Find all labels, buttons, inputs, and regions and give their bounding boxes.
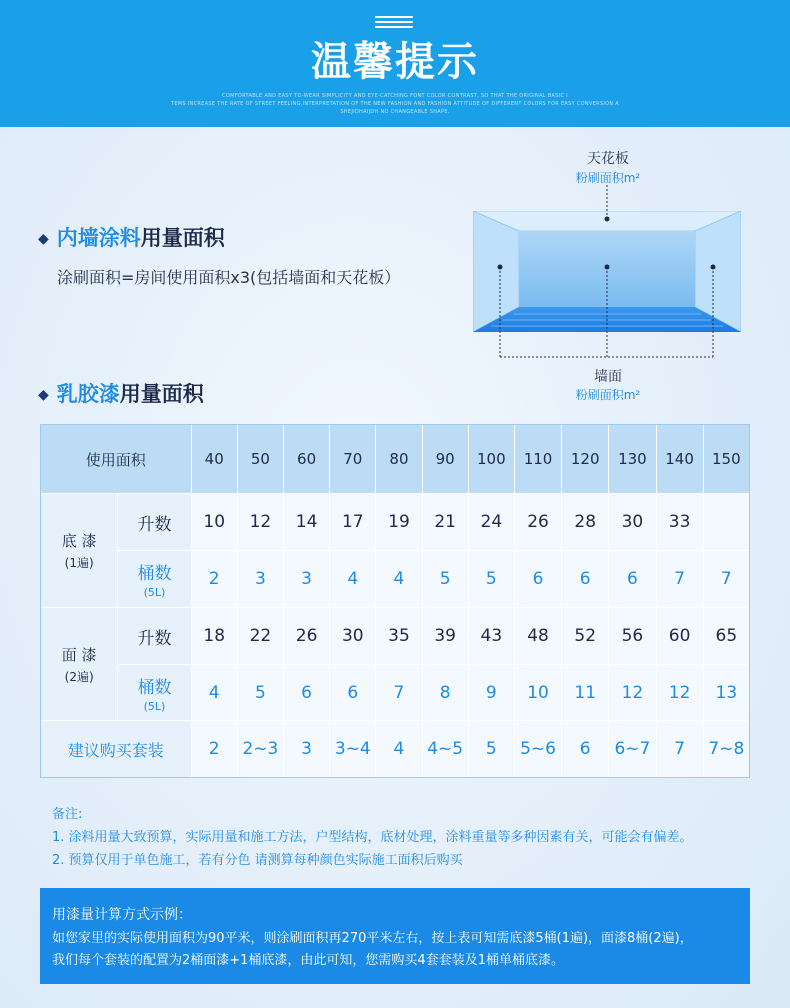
section-title-interior-paint (38, 222, 225, 252)
notes-title: 备注: (52, 807, 83, 822)
ceiling-label: 天花板 (587, 151, 629, 167)
table-cell: 2 (191, 551, 237, 608)
topcoat-name: 面 漆 (61, 645, 97, 664)
area-cell: 120 (562, 425, 609, 494)
subtitle-line: COMFORTABLE AND EASY TO-WEAR SIMPLICITY AND EYE-CATCHING FONT COLOR CONTRAST, SO THAT THE ORIGINAL BASIC I (222, 93, 568, 99)
table-cell: 6 (284, 665, 330, 721)
section-title-rest: 用量面积 (140, 226, 225, 250)
table-cell: 39 (422, 608, 468, 665)
table-cell: 30 (609, 494, 656, 551)
buckets-unit: (5L) (143, 699, 166, 713)
table-cell: 33 (656, 494, 703, 551)
header-banner (0, 0, 790, 127)
header-subtitle (140, 92, 650, 116)
table-cell: 5 (468, 721, 514, 778)
calculation-example-box (40, 888, 750, 984)
table-cell: 24 (468, 494, 514, 551)
table-cell: 26 (514, 494, 561, 551)
table-cell: 6 (609, 551, 656, 608)
example-line: 如您家里的实际使用面积为90平米，则涂刷面积再270平米左右，按上表可知需底漆5桶(1遍)，面漆8桶(2遍)， (52, 931, 693, 946)
buckets-label-cell (118, 665, 191, 721)
page-title: 温馨提示 (311, 39, 479, 85)
table-cell: 10 (514, 665, 561, 721)
table-cell: 9 (468, 665, 514, 721)
table-cell: 7 (376, 665, 422, 721)
area-cell: 60 (284, 425, 330, 494)
subtitle-line: SHEJIDHAIJDH NO CHANGEABLE SHAPE. (340, 109, 450, 115)
table-cell: 10 (191, 494, 237, 551)
table-cell: 22 (237, 608, 283, 665)
topcoat-passes: (2遍) (64, 669, 94, 684)
table-cell: 60 (656, 608, 703, 665)
table-cell: 3 (237, 551, 283, 608)
buckets-unit: (5L) (143, 586, 166, 599)
area-cell: 140 (656, 425, 703, 494)
area-cell: 150 (703, 425, 749, 494)
table-cell: 26 (284, 608, 330, 665)
table-cell: 5~6 (514, 721, 561, 778)
table-cell: 7~8 (703, 721, 749, 778)
table-row-topcoat-buckets (41, 665, 750, 721)
liters-label: 升数 (118, 494, 191, 551)
area-cell: 50 (237, 425, 283, 494)
table-cell: 7 (656, 551, 703, 608)
primer-passes: (1遍) (64, 556, 94, 570)
table-cell: 12 (237, 494, 283, 551)
section-title-rest: 用量面积 (119, 382, 204, 406)
table-header-row (41, 425, 750, 494)
table-cell: 21 (422, 494, 468, 551)
diamond-icon: ◆ (38, 387, 49, 403)
area-cell: 130 (609, 425, 656, 494)
note-item: 1. 涂料用量大致预算，实际用量和施工方法，户型结构，底材处理，涂料重量等多种因素有关，可能会有偏差。 (52, 830, 693, 845)
table-cell: 14 (284, 494, 330, 551)
table-cell: 6~7 (609, 721, 656, 778)
diamond-icon: ◆ (38, 231, 49, 247)
table-row-primer-liters (41, 494, 750, 551)
table-cell: 11 (562, 665, 609, 721)
subtitle-line: TEMS INCREASE THE RATE OF STREET FEELING,INTERPRETATION OF THE NEW FASHION AND FASHION ATTITUDE OF DIFFERENT COLORS FOR EASY CONVERSION A (170, 101, 620, 107)
table-cell: 12 (656, 665, 703, 721)
table-cell: 13 (703, 665, 749, 721)
table-cell: 7 (656, 721, 703, 778)
table-cell: 5 (237, 665, 283, 721)
buckets-label-cell (118, 551, 191, 608)
table-cell: 6 (562, 721, 609, 778)
buckets-label: 桶数 (137, 564, 172, 584)
suggest-label: 建议购买套装 (41, 721, 192, 778)
table-cell: 4 (330, 551, 376, 608)
table-cell: 17 (330, 494, 376, 551)
table-cell: 3 (284, 721, 330, 778)
table-cell: 4 (376, 551, 422, 608)
table-cell: 52 (562, 608, 609, 665)
example-line: 我们每个套装的配置为2桶面漆+1桶底漆，由此可知，您需购买4套套装及1桶单桶底漆。 (52, 953, 564, 968)
menu-lines-icon (375, 16, 413, 31)
table-cell: 4 (191, 665, 237, 721)
area-cell: 110 (514, 425, 561, 494)
table-row-suggest (41, 721, 750, 778)
area-cell: 90 (422, 425, 468, 494)
table-cell: 3~4 (330, 721, 376, 778)
table-cell: 3 (284, 551, 330, 608)
buckets-label: 桶数 (137, 677, 172, 698)
wall-label: 墙面 (594, 369, 622, 385)
table-cell: 65 (703, 608, 749, 665)
table-cell: 5 (422, 551, 468, 608)
table-cell: 35 (376, 608, 422, 665)
area-formula: 涂刷面积=房间使用面积x3(包括墙面和天花板） (57, 268, 401, 287)
area-cell: 100 (468, 425, 514, 494)
table-cell: 6 (562, 551, 609, 608)
table-cell: 12 (609, 665, 656, 721)
table-cell: 30 (330, 608, 376, 665)
primer-name: 底 漆 (61, 532, 97, 550)
section-title-highlight: 内墙涂料 (56, 226, 141, 250)
table-cell: 18 (191, 608, 237, 665)
table-cell: 4~5 (422, 721, 468, 778)
table-cell: 2~3 (237, 721, 283, 778)
table-cell: 48 (514, 608, 561, 665)
table-cell: 56 (609, 608, 656, 665)
topcoat-label-cell (41, 608, 118, 721)
liters-label: 升数 (118, 608, 191, 665)
area-cell: 40 (191, 425, 237, 494)
table-cell: 7 (703, 551, 749, 608)
table-cell: 28 (562, 494, 609, 551)
section-title-highlight: 乳胶漆 (56, 382, 120, 406)
paint-usage-table (40, 424, 750, 778)
table-row-topcoat-liters (41, 608, 750, 665)
wall-area-label: 粉刷面积m² (575, 388, 641, 402)
example-title: 用漆量计算方式示例： (52, 907, 192, 923)
note-item: 2. 预算仅用于单色施工，若有分色 请测算每种颜色实际施工面积后购买 (52, 853, 463, 868)
table-cell: 6 (514, 551, 561, 608)
table-cell: 4 (376, 721, 422, 778)
header-area-label: 使用面积 (41, 425, 192, 494)
area-cell: 70 (330, 425, 376, 494)
primer-label-cell (41, 494, 118, 608)
table-cell: 8 (422, 665, 468, 721)
table-cell: 5 (468, 551, 514, 608)
table-cell: 6 (330, 665, 376, 721)
table-row-primer-buckets (41, 551, 750, 608)
notes (52, 803, 693, 872)
table-cell (703, 494, 749, 551)
area-cell: 80 (376, 425, 422, 494)
table-cell: 19 (376, 494, 422, 551)
section-title-latex-paint (38, 378, 204, 408)
ceiling-area-label: 粉刷面积m² (575, 171, 641, 185)
table-cell: 43 (468, 608, 514, 665)
table-cell: 2 (191, 721, 237, 778)
diagram-leader-lines (470, 185, 750, 365)
